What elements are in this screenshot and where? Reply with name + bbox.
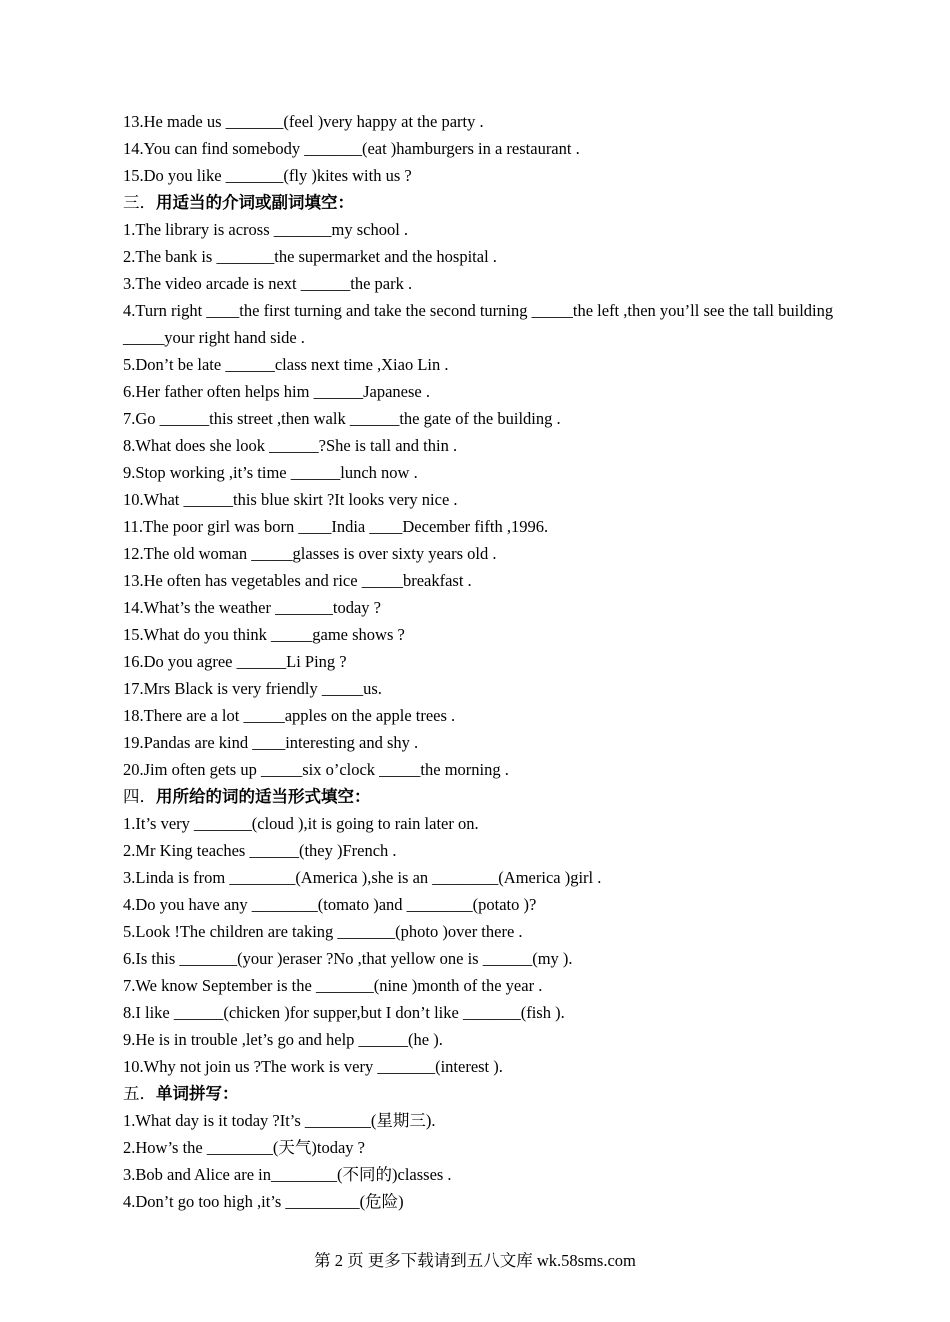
exercise-line: 5.Look !The children are taking _______(photo )over there . bbox=[123, 922, 523, 941]
exercise-line: 15.What do you think _____game shows ? bbox=[123, 625, 405, 644]
exercise-line: 3.Linda is from ________(America ),she is an ________(America )girl . bbox=[123, 868, 602, 887]
exercise-line: 9.He is in trouble ,let’s go and help ______(he ). bbox=[123, 1030, 443, 1049]
exercise-line: 16.Do you agree ______Li Ping ? bbox=[123, 652, 347, 671]
exercise-line: 6.Is this _______(your )eraser ?No ,that yellow one is ______(my ). bbox=[123, 949, 573, 968]
exercise-line: 13.He made us _______(feel )very happy at the party . bbox=[123, 112, 484, 131]
exercise-line: 1.It’s very _______(cloud ),it is going to rain later on. bbox=[123, 814, 479, 833]
exercise-line: 17.Mrs Black is very friendly _____us. bbox=[123, 679, 382, 698]
document-body bbox=[123, 108, 863, 1215]
exercise-line: 7.We know September is the _______(nine )month of the year . bbox=[123, 976, 543, 995]
section-title: 单词拼写： bbox=[156, 1084, 239, 1103]
exercise-line: 10.What ______this blue skirt ?It looks very nice . bbox=[123, 490, 458, 509]
section-number: 五． bbox=[123, 1084, 156, 1103]
exercise-line: 14.You can find somebody _______(eat )hamburgers in a restaurant . bbox=[123, 139, 580, 158]
section-heading bbox=[123, 1080, 863, 1107]
exercise-line: 6.Her father often helps him ______Japanese . bbox=[123, 382, 430, 401]
exercise-line: 12.The old woman _____glasses is over sixty years old . bbox=[123, 544, 497, 563]
exercise-line: 15.Do you like _______(fly )kites with us ? bbox=[123, 166, 412, 185]
exercise-line: 7.Go ______this street ,then walk ______the gate of the building . bbox=[123, 409, 561, 428]
exercise-line: 8.I like ______(chicken )for supper,but I don’t like _______(fish ). bbox=[123, 1003, 565, 1022]
exercise-line: 4.Do you have any ________(tomato )and ________(potato )? bbox=[123, 895, 537, 914]
exercise-line: 8.What does she look ______?She is tall and thin . bbox=[123, 436, 458, 455]
section-title: 用所给的词的适当形式填空： bbox=[156, 787, 371, 806]
page-footer: 第 2 页 更多下载请到五八文库 wk.58sms.com bbox=[314, 1251, 636, 1270]
exercise-line: 4.Turn right ____the first turning and take the second turning _____the left ,then you’ll see the tall building _____your right hand side . bbox=[123, 301, 838, 347]
section-title: 用适当的介词或副词填空： bbox=[156, 193, 354, 212]
exercise-line: 3.Bob and Alice are in________(不同的)classes . bbox=[123, 1165, 452, 1184]
exercise-line: 5.Don’t be late ______class next time ,Xiao Lin . bbox=[123, 355, 449, 374]
exercise-line: 9.Stop working ,it’s time ______lunch now . bbox=[123, 463, 418, 482]
exercise-line: 13.He often has vegetables and rice _____breakfast . bbox=[123, 571, 472, 590]
exercise-line: 19.Pandas are kind ____interesting and shy . bbox=[123, 733, 419, 752]
section-heading bbox=[123, 783, 863, 810]
exercise-line: 2.Mr King teaches ______(they )French . bbox=[123, 841, 397, 860]
section-heading bbox=[123, 189, 863, 216]
exercise-line: 14.What’s the weather _______today ? bbox=[123, 598, 381, 617]
exercise-line: 1.What day is it today ?It’s ________(星期三). bbox=[123, 1111, 436, 1130]
exercise-line: 10.Why not join us ?The work is very _______(interest ). bbox=[123, 1057, 503, 1076]
exercise-line: 18.There are a lot _____apples on the apple trees . bbox=[123, 706, 456, 725]
section-number: 三． bbox=[123, 193, 156, 212]
exercise-line: 11.The poor girl was born ____India ____December fifth ,1996. bbox=[123, 517, 549, 536]
exercise-line: 2.How’s the ________(天气)today ? bbox=[123, 1138, 365, 1157]
section-number: 四． bbox=[123, 787, 156, 806]
exercise-line: 1.The library is across _______my school . bbox=[123, 220, 409, 239]
exercise-line: 20.Jim often gets up _____six o’clock _____the morning . bbox=[123, 760, 509, 779]
exercise-line: 4.Don’t go too high ,it’s _________(危险) bbox=[123, 1192, 404, 1211]
exercise-line: 3.The video arcade is next ______the park . bbox=[123, 274, 413, 293]
exercise-line: 2.The bank is _______the supermarket and the hospital . bbox=[123, 247, 497, 266]
